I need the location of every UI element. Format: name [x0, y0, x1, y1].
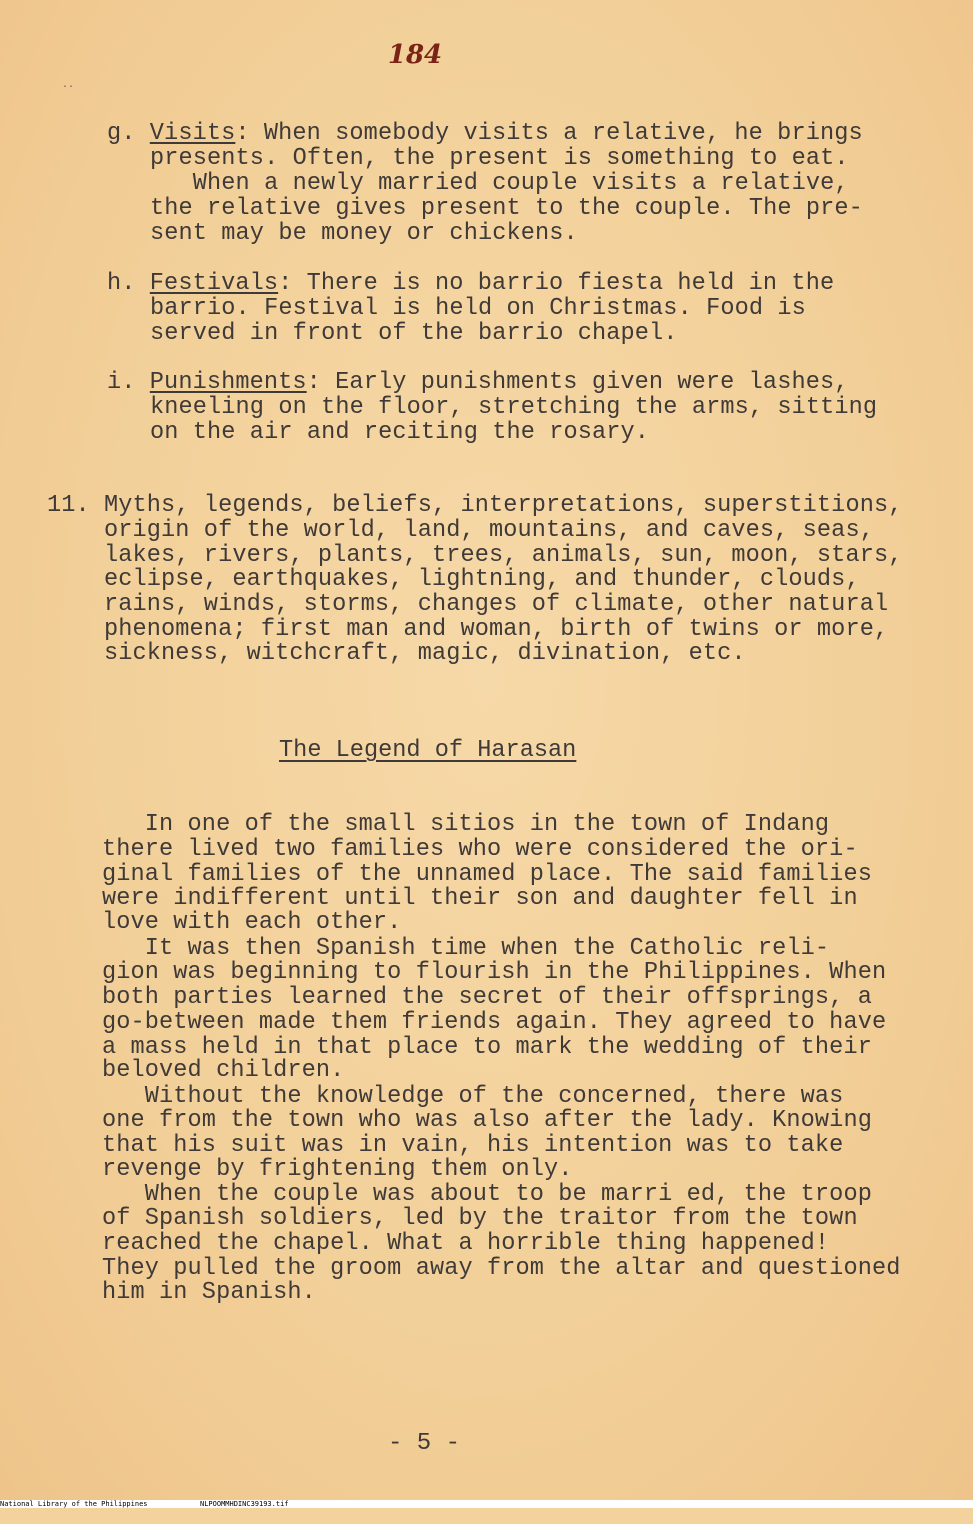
legend-line: a mass held in that place to mark the wedding of their	[102, 1034, 872, 1061]
section-i-heading: Punishments	[149, 369, 307, 396]
section-g-line: the relative gives present to the couple. The pre-	[150, 195, 863, 222]
section-h-line: barrio. Festival is held on Christmas. Food is	[150, 295, 806, 322]
section-g-line: When a newly married couple visits a relative,	[150, 170, 849, 197]
item-11-line: origin of the world, land, mountains, and caves, seas,	[104, 517, 874, 544]
legend-line: love with each other.	[102, 909, 402, 936]
legend-line: go-between made them friends again. They agreed to have	[102, 1009, 887, 1036]
section-g-letter: g.	[107, 120, 136, 147]
section-i-line: kneeling on the floor, stretching the arms, sitting	[150, 394, 878, 421]
section-g-first-line: : When somebody visits a relative, he brings	[235, 120, 863, 147]
legend-title: The Legend of Harasan	[279, 737, 577, 764]
legend-line: both parties learned the secret of their offsprings, a	[102, 984, 872, 1011]
section-i-line: on the air and reciting the rosary.	[150, 419, 650, 446]
section-g-line: presents. Often, the present is something to eat.	[150, 145, 849, 172]
section-h-heading: Festivals	[149, 270, 279, 297]
legend-line: beloved children.	[102, 1057, 345, 1084]
legend-line: revenge by frightening them only.	[102, 1156, 573, 1183]
legend-line: When the couple was about to be marri ed, the troop	[102, 1181, 872, 1208]
section-h-letter: h.	[107, 270, 136, 297]
legend-line: there lived two families who were considered the ori-	[102, 836, 858, 863]
legend-line: that his suit was in vain, his intention was to take	[102, 1132, 844, 1159]
section-h-line: served in front of the barrio chapel.	[150, 320, 678, 347]
legend-line: reached the chapel. What a horrible thing happened!	[102, 1230, 830, 1257]
legend-line: It was then Spanish time when the Catholic reli-	[102, 935, 830, 962]
item-11-line: phenomena; first man and woman, birth of twins or more,	[104, 616, 889, 643]
handwritten-page-number: 184	[387, 40, 443, 70]
scan-mark: ··	[62, 82, 75, 93]
item-11-line: sickness, witchcraft, magic, divination, etc.	[104, 640, 746, 667]
item-11-number: 11.	[47, 492, 90, 519]
legend-line: Without the knowledge of the concerned, there was	[102, 1083, 844, 1110]
legend-line: of Spanish soldiers, led by the traitor from the town	[102, 1205, 858, 1232]
legend-line: gion was beginning to flourish in the Philippines. When	[102, 959, 887, 986]
scan-footer	[0, 1500, 973, 1508]
legend-line: one from the town who was also after the lady. Knowing	[102, 1107, 872, 1134]
footer-filename: NLPOOMMHDINC39193.tif	[200, 1500, 289, 1508]
legend-line: him in Spanish.	[102, 1279, 316, 1306]
item-11-line: Myths, legends, beliefs, interpretations, superstitions,	[104, 492, 903, 519]
section-g-heading: Visits	[149, 120, 236, 147]
item-11-line: eclipse, earthquakes, lightning, and thunder, clouds,	[104, 566, 860, 593]
legend-line: ginal families of the unnamed place. The said families	[102, 861, 872, 888]
legend-line: In one of the small sitios in the town of Indang	[102, 811, 830, 838]
item-11-line: lakes, rivers, plants, trees, animals, sun, moon, stars,	[104, 542, 903, 569]
section-i-first-line: : Early punishments given were lashes,	[306, 369, 849, 396]
legend-line: were indifferent until their son and daughter fell in	[102, 885, 858, 912]
section-g-line: sent may be money or chickens.	[150, 220, 578, 247]
section-i-letter: i.	[107, 369, 136, 396]
page-number: - 5 -	[388, 1430, 461, 1457]
legend-line: They pulled the groom away from the altar and questioned	[102, 1255, 901, 1282]
footer-source: National Library of the Philippines	[0, 1500, 148, 1508]
section-h-first-line: : There is no barrio fiesta held in the	[278, 270, 835, 297]
item-11-line: rains, winds, storms, changes of climate, other natural	[104, 591, 889, 618]
